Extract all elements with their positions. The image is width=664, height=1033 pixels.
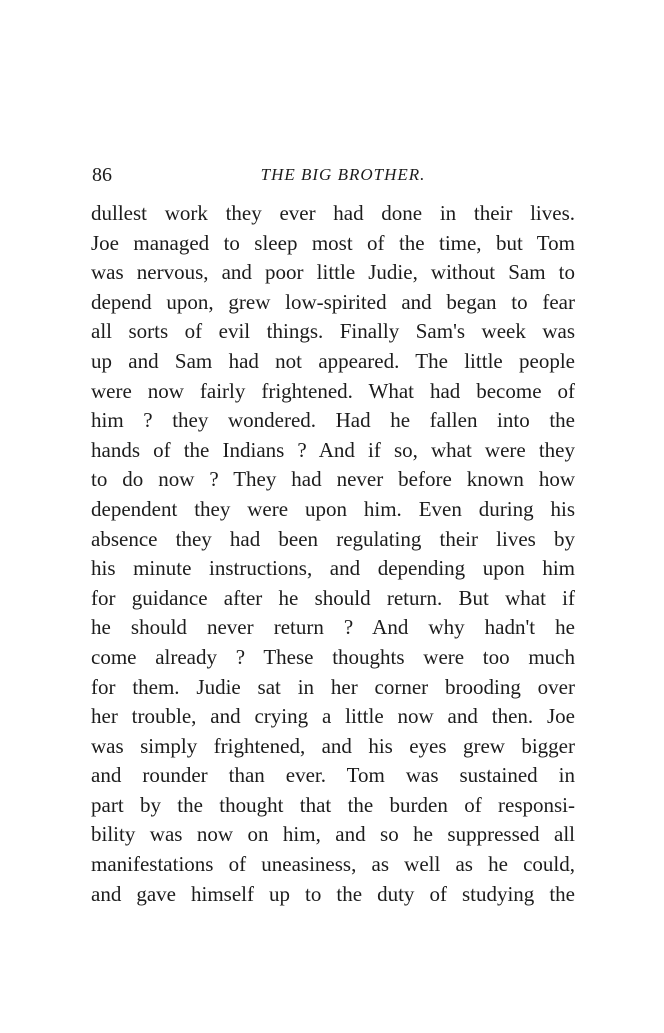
page-number: 86 [92, 164, 112, 186]
text-line: and rounder than ever. Tom was sustained in [91, 763, 575, 788]
text-line: were now fairly frightened. What had become of [91, 378, 575, 403]
text-line: to do now ? They had never before known how [91, 467, 575, 492]
text-line: bility was now on him, and so he suppressed all [91, 822, 575, 847]
text-line: hands of the Indians ? And if so, what were they [91, 437, 575, 462]
text-line: his minute instructions, and depending upon him [91, 556, 575, 581]
text-line: her trouble, and crying a little now and then. Joe [91, 704, 575, 729]
text-line: for guidance after he should return. But what if [91, 585, 575, 610]
text-line: for them. Judie sat in her corner brooding over [91, 674, 575, 699]
text-line: he should never return ? And why hadn't he [91, 615, 575, 640]
text-line: dullest work they ever had done in their lives. [91, 201, 575, 225]
body-text [91, 199, 575, 909]
text-line: up and Sam had not appeared. The little people [91, 348, 575, 373]
text-line: dependent they were upon him. Even during his [91, 496, 575, 521]
text-line: depend upon, grew low-spirited and began to fear [91, 289, 575, 314]
running-title: THE BIG BROTHER. [260, 165, 426, 184]
text-line: absence they had been regulating their lives by [91, 526, 575, 551]
text-line: all sorts of evil things. Finally Sam's week was [91, 319, 575, 344]
text-line: part by the thought that the burden of responsi- [91, 792, 575, 817]
text-line: manifestations of uneasiness, as well as he could, [91, 852, 575, 877]
text-line: him ? they wondered. Had he fallen into the [91, 408, 575, 433]
text-line: and gave himself up to the duty of studying the [91, 881, 575, 906]
text-line: Joe managed to sleep most of the time, but Tom [91, 230, 575, 255]
text-line: was nervous, and poor little Judie, without Sam to [91, 260, 575, 285]
text-line: was simply frightened, and his eyes grew bigger [91, 733, 575, 758]
text-line: come already ? These thoughts were too much [91, 644, 575, 669]
page-header [92, 162, 574, 188]
